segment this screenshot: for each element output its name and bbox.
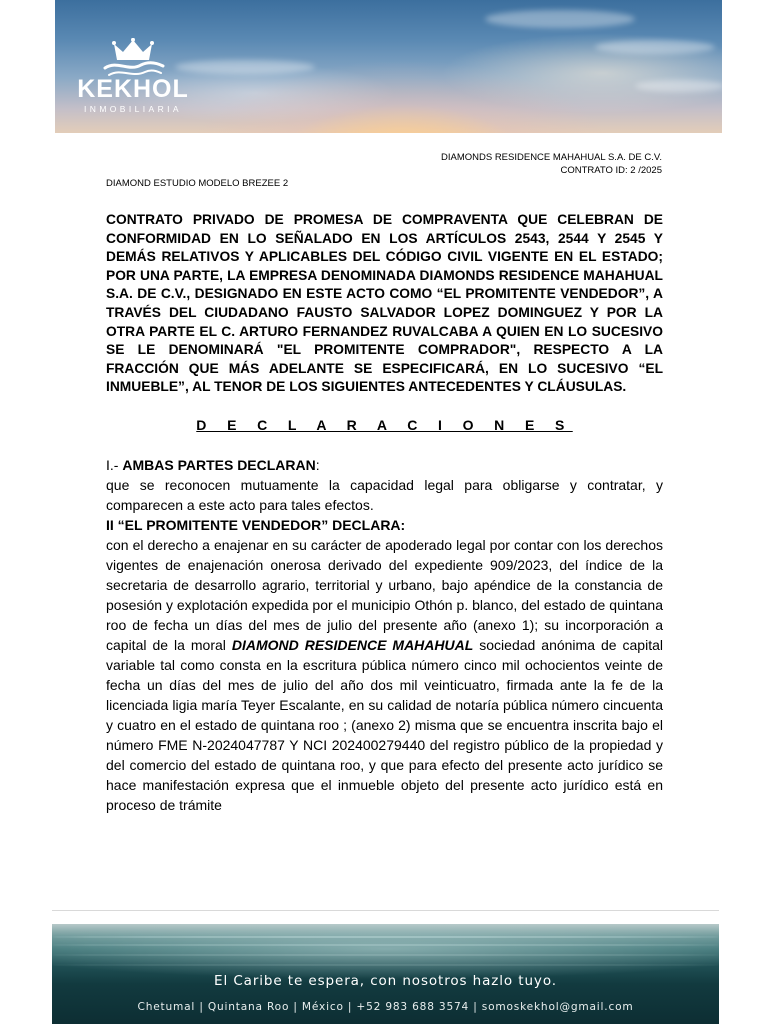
section-2-text-before: con el derecho a enajenar en su carácter de apoderado legal por contar con los derechos vigentes de enajenación onerosa derivado del expediente 909/2023, del índice de la secretaria de desarrollo agrario, territorial y urbano, bajo apéndice de la constancia de posesión y explotación expedida por el municipio Othón p. blanco, del estado de quintana roo de fecha un días del mes de julio del presente año (anexo 1); su incorporación a capital de la moral [106, 536, 663, 653]
section-2-text [106, 535, 663, 815]
section-1-text: que se reconocen mutuamente la capacidad legal para obligarse y contratar, y comparecen a este acto para tales efectos. [106, 476, 663, 513]
crown-wave-icon [101, 38, 165, 78]
footer-contact: Chetumal | Quintana Roo | México | +52 983 688 3574 | somoskekhol@gmail.com [137, 1001, 634, 1013]
sky-cloud [485, 10, 635, 28]
sky-cloud [635, 80, 722, 92]
contract-id: CONTRATO ID: 2 /2025 [560, 165, 662, 176]
sea-wave [52, 936, 719, 938]
section-1-title: AMBAS PARTES DECLARAN [122, 456, 316, 473]
declaration-section-1 [106, 455, 663, 515]
footer-banner [52, 924, 719, 1024]
sky-cloud [595, 40, 715, 54]
footer-slogan: El Caribe te espera, con nosotros hazlo tuyo. [214, 973, 557, 989]
sea-wave [52, 944, 719, 946]
section-2-text-after: sociedad anónima de capital variable tal como consta en la escritura pública número cinco mil ochocientos veinte de fecha un días del mes de julio del año dos mil veinticuatro, firmada ante la fe de la licenciada ligia maría Teyer Escalante, en su calidad de notaría pública número cincuenta y cuatro en el estado de quintana roo ; (anexo 2) misma que se encuentra inscrita bajo el número FME N-2024047787 Y NCI 202400279440 del registro público de la propiedad y del comercio del estado de quintana roo, y que para efecto del presente acto jurídico se hace manifestación expresa que el inmueble objeto del presente acto jurídico está en proceso de trámite [106, 636, 663, 813]
contract-title: CONTRATO PRIVADO DE PROMESA DE COMPRAVENTA QUE CELEBRAN DE CONFORMIDAD EN LO SEÑALADO EN LOS ARTÍCULOS 2543, 2544 Y 2545 Y DEMÁS RELATIVOS Y APLICABLES DEL CÓDIGO CIVIL VIGENTE EN EL ESTADO; POR UNA PARTE, LA EMPRESA DENOMINADA DIAMONDS RESIDENCE MAHAHUAL S.A. DE C.V., DESIGNADO EN ESTE ACTO COMO “EL PROMITENTE VENDEDOR”, A TRAVÉS DEL CIUDADANO FAUSTO SALVADOR LOPEZ DOMINGUEZ Y POR LA OTRA PARTE EL C. ARTURO FERNANDEZ RUVALCABA A QUIEN EN LO SUCESIVO SE LE DENOMINARÁ "EL PROMITENTE COMPRADOR", RESPECTO A LA FRACCIÓN QUE MÁS ADELANTE SE ESPECIFICARÁ, EN LO SUCESIVO “EL INMUEBLE”, AL TENOR DE LOS SIGUIENTES ANTECEDENTES Y CLÁUSULAS. [106, 212, 663, 395]
section-2-heading: II “EL PROMITENTE VENDEDOR” DECLARA: [106, 516, 406, 533]
document-body [106, 211, 663, 815]
section-1-heading [106, 455, 663, 475]
declarations-heading: D E C L A R A C I O N E S [196, 416, 573, 433]
section-1-prefix: I.- [106, 456, 123, 473]
contract-meta [441, 151, 662, 177]
brand-name: KEKHOL [77, 75, 189, 103]
model-line: DIAMOND ESTUDIO MODELO BREZEE 2 [106, 178, 289, 189]
section-1-suffix: : [315, 456, 320, 473]
sea-wave [52, 964, 719, 966]
sea-wave [52, 954, 719, 956]
footer-divider [52, 910, 719, 911]
sky-cloud [175, 60, 315, 74]
brand-logo [73, 38, 193, 128]
declaration-section-2 [106, 515, 663, 815]
company-line: DIAMONDS RESIDENCE MAHAHUAL S.A. DE C.V. [440, 152, 662, 163]
brand-subtitle: INMOBILIARIA [84, 104, 182, 114]
company-name-emphasis: DIAMOND RESIDENCE MAHAHUAL [231, 636, 474, 653]
header-banner [55, 0, 722, 133]
